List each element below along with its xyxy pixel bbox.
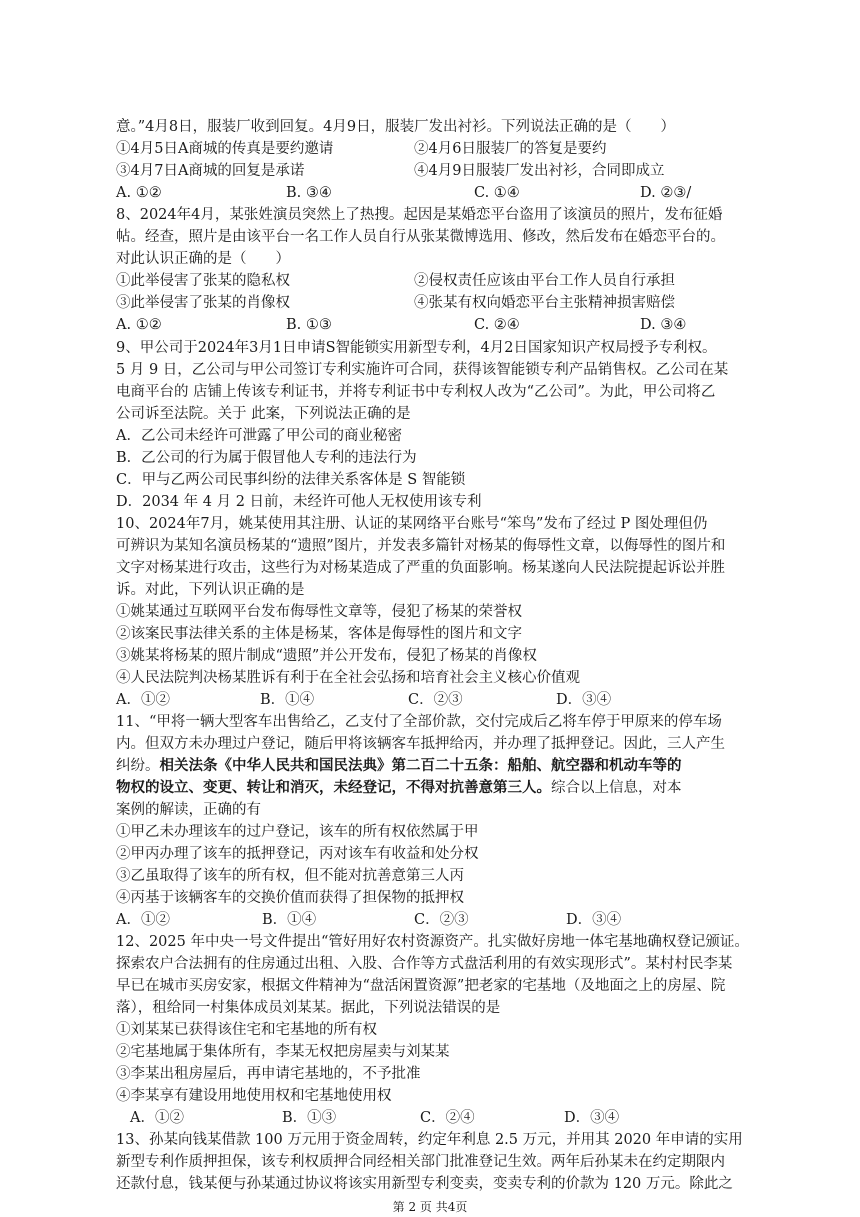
statement-4: ④丙基于该辆客车的交换价值而获得了担保物的抵押权: [116, 890, 464, 906]
statement-3: ③此举侵害了张某的肖像权: [116, 295, 290, 311]
option-a: A．①②: [130, 1110, 184, 1126]
option-c: C．甲与乙两公司民事纠纷的法律关系客体是 S 智能锁: [116, 472, 466, 488]
option-b: B. ①③: [286, 317, 332, 333]
plain-text: 纠纷。: [116, 758, 160, 774]
question-12: 12、2025 年中央一号文件提出“管好用好农村资源资产。扎实做好房地一体宅基地确权登记颁证。: [116, 934, 749, 950]
question-11: 11、“甲将一辆大型客车出售给乙，乙支付了全部价款，交付完成后乙将车停于甲原来的停车场: [116, 714, 722, 730]
statement-2: ②宅基地属于集体所有，李某无权把房屋卖与刘某某: [116, 1044, 450, 1060]
statement-4: ④4月9日服装厂发出衬衫，合同即成立: [414, 163, 665, 179]
text-line: 内。但双方未办理过户登记，随后甲将该辆客车抵押给丙，并办理了抵押登记。因此，三人产生: [116, 736, 725, 752]
option-b: B．①④: [262, 912, 317, 928]
option-b: B．①③: [282, 1110, 337, 1126]
plain-text: 综合以上信息，对本: [551, 780, 682, 796]
option-c: C．②④: [420, 1110, 475, 1126]
question-10: 10、2024年7月，姚某使用其注册、认证的某网络平台账号“笨鸟”发布了经过 P 图处理但仍: [116, 516, 708, 532]
text-line: 电商平台的 店铺上传该专利证书，并将专利证书中专利权人改为“乙公司”。为此，甲公司将乙: [116, 384, 716, 400]
statement-2: ②甲丙办理了该车的抵押登记，丙对该车有收益和处分权: [116, 846, 479, 862]
question-13: 13、孙某向钱某借款 100 万元用于资金周转，约定年利息 2.5 万元，并用其 2020 年申请的实用: [116, 1132, 743, 1148]
statement-3: ③姚某将杨某的照片制成“遗照”并公开发布，侵犯了杨某的肖像权: [116, 648, 537, 664]
text-line: 还款付息，钱某便与孙某通过协议将该实用新型专利变卖，变卖专利的价款为 120 万元。除此之: [116, 1176, 733, 1192]
text-line: [116, 755, 756, 777]
text-line: 案例的解读，正确的有: [116, 802, 261, 818]
question-9: 9、甲公司于2024年3月1日申请S智能锁实用新型专利，4月2日国家知识产权局授予专利权。: [116, 340, 717, 356]
option-a: A．乙公司未经许可泄露了甲公司的商业秘密: [116, 428, 402, 444]
statement-2: ②该案民事法律关系的主体是杨某，客体是侮辱性的图片和文字: [116, 626, 522, 642]
option-d: D．2034 年 4 月 2 日前，未经许可他人无权使用该专利: [116, 494, 482, 510]
page-footer: 第 2 页 共4页: [392, 1200, 468, 1214]
bold-law-text: 物权的设立、变更、转让和消灭，未经登记，不得对抗善意第三人。: [116, 779, 551, 796]
text-line: 意。”4月8日，服装厂收到回复。4月9日，服装厂发出衬衫。下列说法正确的是（ ）: [116, 119, 676, 135]
statement-4: ④人民法院判决杨某胜诉有利于在全社会弘扬和培育社会主义核心价值观: [116, 670, 580, 686]
text-line: 诉。对此，下列认识正确的是: [116, 582, 305, 598]
option-b: B．①④: [260, 692, 315, 708]
option-a: A. ①②: [116, 317, 162, 333]
option-a: A．①②: [116, 692, 170, 708]
statement-1: ①4月5日A商城的传真是要约邀请: [116, 141, 334, 157]
option-d: D．③④: [556, 692, 612, 708]
statement-1: ①姚某通过互联网平台发布侮辱性文章等，侵犯了杨某的荣誉权: [116, 604, 522, 620]
statement-2: ②侵权责任应该由平台工作人员自行承担: [414, 273, 675, 289]
statement-4: ④张某有权向婚恋平台主张精神损害赔偿: [414, 295, 675, 311]
option-d: D. ③④: [640, 317, 687, 333]
option-d: D. ②③/: [640, 185, 692, 201]
statement-1: ①甲乙未办理该车的过户登记，该车的所有权依然属于甲: [116, 824, 479, 840]
option-c: C．②③: [414, 912, 469, 928]
text-line: 可辨识为某知名演员杨某的“遗照”图片，并发表多篇针对杨某的侮辱性文章，以侮辱性的图片和: [116, 538, 726, 554]
option-c: C．②③: [408, 692, 463, 708]
statement-2: ②4月6日服装厂的答复是要约: [414, 141, 607, 157]
text-line: 早已在城市买房安家，根据文件精神为“盘活闲置资源”把老家的宅基地（及地面之上的房屋、院: [116, 978, 726, 994]
statement-1: ①刘某某已获得该住宅和宅基地的所有权: [116, 1022, 377, 1038]
text-line: 新型专利作质押担保，该专利权质押合同经相关部门批准登记生效。两年后孙某未在约定期限内: [116, 1154, 725, 1170]
statement-3: ③乙虽取得了该车的所有权，但不能对抗善意第三人丙: [116, 868, 464, 884]
statement-3: ③李某出租房屋后，再申请宅基地的，不予批准: [116, 1066, 421, 1082]
text-line: 帖。经查，照片是由该平台一名工作人员自行从张某微博选用、修改，然后发布在婚恋平台的。: [116, 229, 725, 245]
text-line: [116, 777, 756, 799]
text-line: 落），租给同一村集体成员刘某某。据此，下列说法错误的是: [116, 1000, 501, 1016]
statement-3: ③4月7日A商城的回复是承诺: [116, 163, 305, 179]
statement-1: ①此举侵害了张某的隐私权: [116, 273, 290, 289]
text-line: 对此认识正确的是（ ）: [116, 251, 290, 267]
text-line: 公司诉至法院。关于 此案，下列说法正确的是: [116, 406, 411, 422]
option-c: C. ①④: [474, 185, 520, 201]
text-line: 5 月 9 日，乙公司与甲公司签订专利实施许可合同，获得该智能锁专利产品销售权。乙公司在某: [116, 362, 729, 378]
option-b: B. ③④: [286, 185, 332, 201]
option-d: D．③④: [564, 1110, 620, 1126]
option-a: A．①②: [116, 912, 170, 928]
text-line: 文字对杨某进行攻击，这些行为对杨某造成了严重的负面影响。杨某遂向人民法院提起诉讼并胜: [116, 560, 725, 576]
question-8: 8、2024年4月，某张姓演员突然上了热搜。起因是某婚恋平台盗用了该演员的照片，发布征婚: [116, 207, 723, 223]
option-b: B．乙公司的行为属于假冒他人专利的违法行为: [116, 450, 417, 466]
option-a: A. ①②: [116, 185, 162, 201]
bold-law-text: 相关法条《中华人民共和国民法典》第二百二十五条：船舶、航空器和机动车等的: [159, 757, 682, 774]
statement-4: ④李某享有建设用地使用权和宅基地使用权: [116, 1088, 392, 1104]
option-d: D．③④: [566, 912, 622, 928]
text-line: 探索农户合法拥有的住房通过出租、入股、合作等方式盘活利用的有效实现形式”。某村村民李某: [116, 956, 733, 972]
option-c: C. ②④: [474, 317, 520, 333]
